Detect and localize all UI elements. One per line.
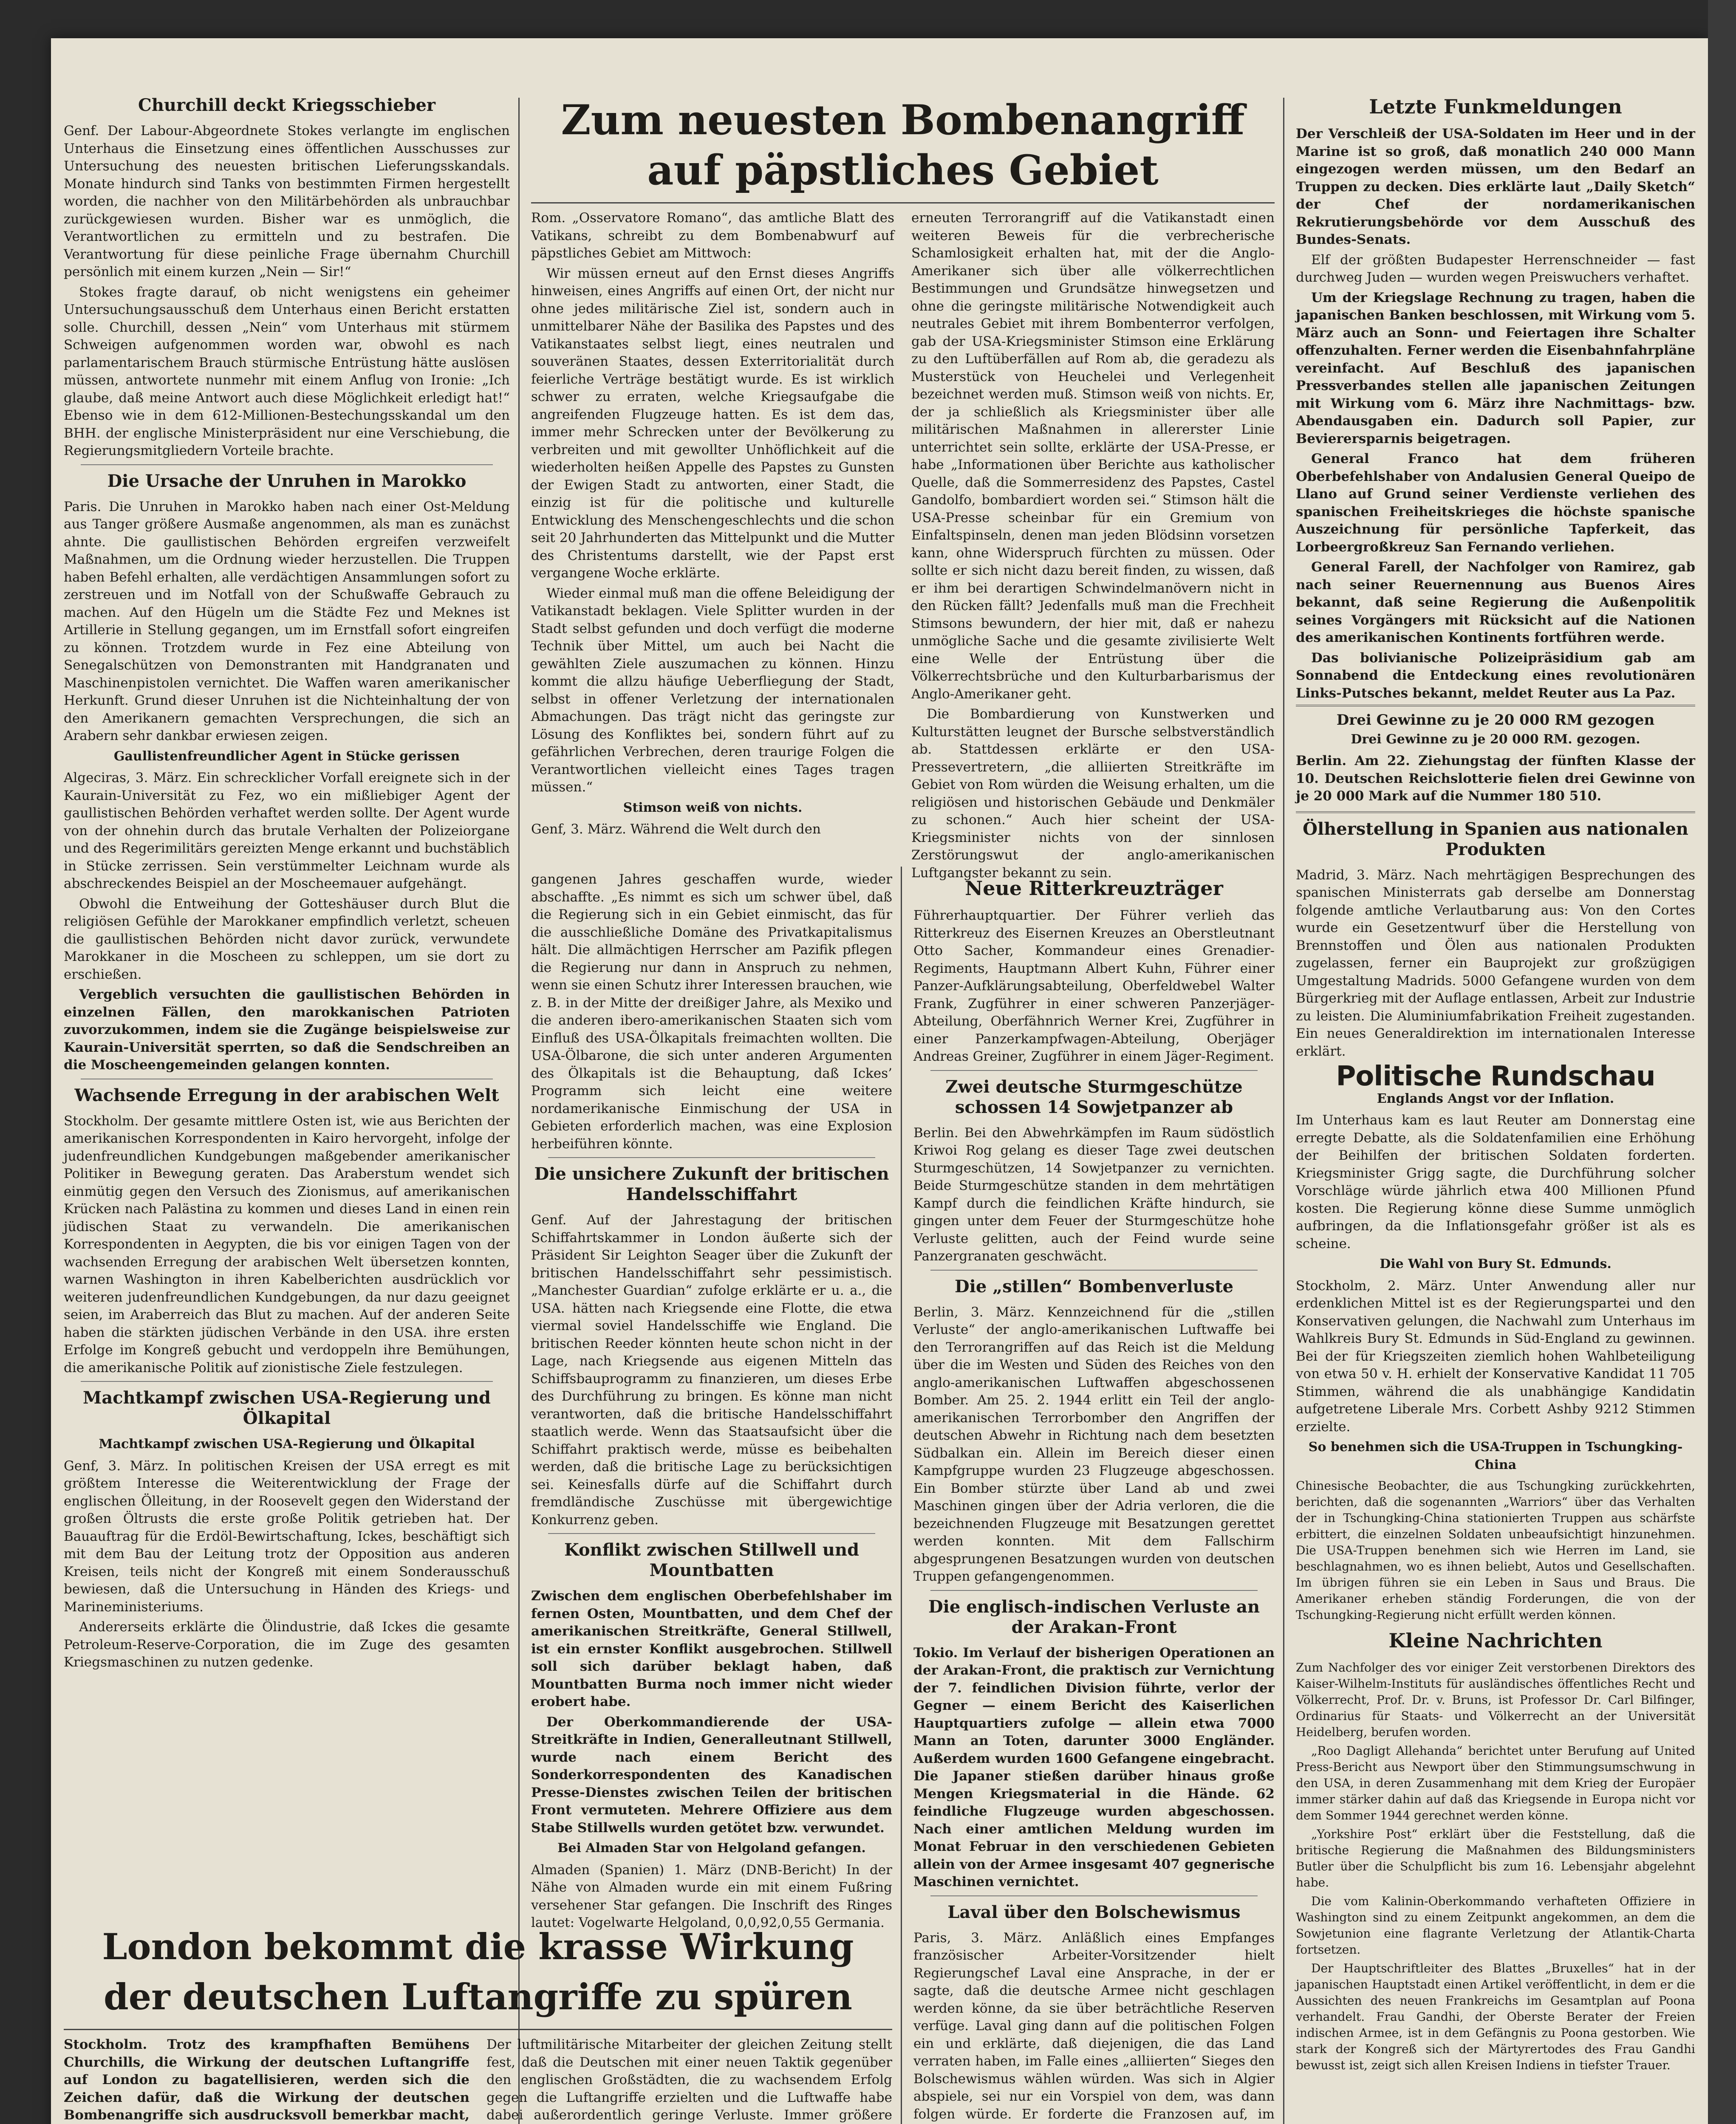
bottom-article-columns (64, 2036, 892, 2124)
article-text: Der Verschleiß der USA-Soldaten im Heer und in der Marine ist so groß, daß monatlich 240 000 Mann eingezogen werden müssen, um den Bedarf an Truppen zu decken. Dies erklärte laut „Daily Sketch“ der Chef der nordamerikanischen Rekrutierungsbehörde vor dem Ausschuß des Bundes-Senats. (1296, 126, 1695, 248)
section-title-politische-rundschau: Politische Rundschau (1336, 1061, 1655, 1093)
article-text: Wir müssen erneut auf den Ernst dieses Angriffs hinweisen, eines Angriffs auf einen Ort, der nicht nur ohne jedes militärische Ziel ist, sondern auch in unmittelbarer Nähe der Basilika des Papstes und des Vatikanstaates selbst liegt, eines neutralen und souveränen Staates, dessen Exterritorialität durch feierliche Verträge bestätigt wurde. Es ist wirklich schwer zu erraten, welche Kriegsaufgabe die angreifenden Flugzeuge hatten. Es ist dem das, immer mehr Schrecken unter der Bevölkerung zu verbreiten und mit gewollter Unhöflichkeit auf die wiederholten heißen Appelle des Papstes zu Gunsten der Ewigen Stadt zu antworten, einer Stadt, die einzig ist für die politische und kulturelle Entwicklung des Menschengeschlechts und die schon seit 20 Jahrhunderten das Mittelpunkt und die Mutter des Christentums darstellt, wie der Papst erst vergangene Woche erklärte. (531, 266, 894, 581)
separator (548, 1157, 875, 1158)
headline-bombenverluste: Die „stillen“ Bombenverluste (954, 1276, 1234, 1296)
headline-kleine-nachrichten: Kleine Nachrichten (1388, 1629, 1603, 1652)
article-text: „Roo Dagligt Allehanda“ berichtet unter Berufung auf United Press-Bericht aus Newport über den Stimmungsumschwung in den USA, in deren Zusammenhang mit dem Krieg der Europäer immer stärker dahin auf daß das Kriegsende in Europa nicht vor dem Sommer 1944 gerechnet werden könne. (1296, 1743, 1695, 1822)
headline-stillwell: Konflikt zwischen Stillwell und Mountbatten (564, 1540, 860, 1580)
article-text: Der Oberkommandierende der USA-Streitkräfte in Indien, Generalleutnant Stillwell, wurde nach einem Bericht des Sonderkorrespondenten des Kanadischen Presse-Dienstes zwischen Teilen der britischen Front vermuteten. Mehrere Offiziere aus dem Stabe Stillwells wurden getötet bzw. verwundet. (531, 1714, 892, 1836)
column-2-lower (531, 871, 892, 1930)
article-right (911, 209, 1275, 884)
article-text: Almaden (Spanien) 1. März (DNB-Bericht) In der Nähe von Almaden wurde ein mit einem Fußring versehener Star gefangen. Die Inschrift des Ringes lautet: Vogelwarte Helgoland, 0,0,92,0,55 Germania. (531, 1862, 892, 1930)
article-text: Das bolivianische Polizeipräsidium gab am Sonnabend die Entdeckung eines revolutionären Links-Putsches bekannt, meldet Reuter aus La Paz. (1296, 650, 1695, 701)
headline-gewinne: Drei Gewinne zu je 20 000 RM gezogen (1336, 712, 1655, 729)
headline-handelsschiffahrt: Die unsichere Zukunft der britischen Handelsschiffahrt (534, 1164, 889, 1204)
subheading: Machtkampf zwischen USA-Regierung und Ölkapital (99, 1437, 475, 1452)
scan-edge (1708, 0, 1736, 2124)
article-text: Berlin. Am 22. Ziehungstag der fünften Klasse der 10. Deutschen Reichslotterie fielen drei Gewinne von je 20 000 Mark auf die Nummer 180 510. (1296, 753, 1695, 804)
article-text: Wieder einmal muß man die offene Beleidigung der Vatikanstadt beklagen. Viele Splitter wurden in der Stadt selbst gefunden und doch verfügt die moderne Technik über Mittel, um auch bei Nacht die gewählten Ziele auszumachen zu können. Hinzu kommt die allzu häufige Ueberfliegung der Stadt, selbst in offener Verletzung der internationalen Abmachungen. Das trägt nicht das geringste zur Lösung des Konfliktes bei, sondern führt auf zu gefährlichen Verbrechen, deren traurige Folgen die Verantwortlichen vielleicht eines Tages tragen müssen.“ (531, 585, 894, 795)
bottom-article-right (486, 2036, 892, 2124)
headline-oelherstellung: Ölherstellung in Spanien aus nationalen Produkten (1303, 819, 1688, 859)
bottom-article-left (64, 2036, 469, 2124)
subheading: Bei Almaden Star von Helgoland gefangen. (557, 1841, 866, 1856)
article-text: Paris, 3. März. Anläßlich eines Empfanges französischer Arbeiter-Vorsitzender hielt Regierungschef Laval eine Ansprache, in der er sagte, daß die deutsche Armee nicht geschlagen werden könne, da sie über beträchtliche Reserven verfüge. Laval ging dann auf die politischen Folgen ein und erklärte, daß diejenigen, die das Land verraten haben, im Falle eines „alliierten“ Sieges den Bolschewismus wählen würden. Was sich in Algier abspiele, sei nur ein Vorspiel von dem, was dann folgen würde. Er forderte die Franzosen auf, im (913, 1930, 1275, 2122)
article-text: Zwischen dem englischen Oberbefehlshaber im fernen Osten, Mountbatten, und dem Chef der amerikanischen Streitkräfte, General Stillwell, ist ein ernster Konflikt ausgebrochen. Stillwell soll sich darüber beklagt haben, daß Mountbatten Burma noch immer nicht wieder erobert habe. (531, 1588, 892, 1709)
newspaper-page (51, 38, 1708, 2124)
headline-arakan: Die englisch-indischen Verluste an der Arakan-Front (928, 1596, 1260, 1637)
article-text: erneuten Terrorangriff auf die Vatikanstadt einen weiteren Beweis für die verbrecherische Schamlosigkeit erhalten hat, mit der die Anglo-Amerikaner sich über alle völkerrechtlichen Bestimmungen und Grundsätze hinwegsetzen und ohne die geringste militärische Notwendigkeit auch neutrales Gebiet mit ihrem Bombenterror verfolgen, gab der USA-Kriegsminister Stimson eine Erklärung zu den Luftüberfällen auf Rom ab, die geradezu als Musterstück von Heuchelei und Verlegenheit bezeichnet werden muß. Stimson weiß von nichts. Er, der ja schließlich als Kriegsminister über alle militärischen Maßnahmen in allererster Linie unterrichtet sein sollte, erklärte der USA-Presse, er habe „Informationen über Berichte aus katholischer Quelle, daß die Sommerresidenz des Papstes, Castel Gandolfo, bombardiert worden sei.“ Stimson hält die USA-Presse scheinbar für ein Gremium von Einfaltspinseln, denen man jeden Blödsinn vorsetzen kann, ohne Widerspruch fürchten zu müssen. Oder sollte er sich nicht dazu bereit finden, zu wissen, daß er ihm bei derartigen Schwindelmanövern nicht in den Rücken fällt? Jedenfalls muß man die Frechheit Stimsons bewundern, der hier mit, daß er nahezu unmögliche Sache und die gesamte zivilisierte Welt eine Welle der Entrüstung über die Völkerrechtsbrüche und den Kulturbarbarismus der Anglo-Amerikaner geht. (911, 210, 1275, 702)
separator (81, 464, 493, 465)
article-text: Die vom Kalinin-Oberkommando verhafteten Offiziere in Washington sind zu einem Zeitpunkt angekommen, an dem die Sowjetunion eine flagrante Verletzung der Atlantik-Charta fortsetzen. (1296, 1894, 1695, 1957)
separator (930, 1270, 1258, 1271)
two-column-article (531, 209, 1275, 884)
article-text: Zum Nachfolger des vor einiger Zeit verstorbenen Direktors des Kaiser-Wilhelm-Instituts für ausländisches öffentliches Recht und Völkerrecht, Prof. Dr. v. Bruns, ist Professor Dr. Carl Bilfinger, Ordinarius für Staats- und Völkerrecht an der Universität Heidelberg, berufen worden. (1296, 1660, 1695, 1739)
headline-arabische-welt: Wachsende Erregung in der arabischen Welt (74, 1085, 499, 1105)
separator (81, 1381, 493, 1382)
column-1 (64, 89, 510, 2124)
article-text: Genf. Auf der Jahrestagung der britischen Schiffahrtskammer in London äußerte sich der Präsident Sir Leighton Seager über die Zukunft der britischen Handelsschiffahrt sehr pessimistisch. „Manchester Guardian“ zufolge erklärte er u. a., die USA. hätten nach Kriegsende eine Flotte, die etwa viermal soviel Handelsschiffe wie England. Die britischen Reeder könnten heute schon nicht in der Lage, nach Kriegsende aus eigenen Mitteln das Schiffsbauprogramm zu finanzieren, um dieses Erbe des Durchführung zu bringen. Es könne man nicht verantworten, daß die britische Handelsschiffahrt staatlich werde. Wenn das Staatsaufsicht über die Schiffahrt praktisch werde, müsse es beibehalten werden, daß die britische Lage zu berücksichtigen sei. Keinesfalls dürfe auf die Schiffahrt durch fremdländische Zuschüsse mit übergewichtige Konkurrenz geben. (531, 1212, 892, 1528)
article-text: Berlin. Bei den Abwehrkämpfen im Raum südöstlich Kriwoi Rog gelang es dieser Tage zwei deutschen Sturmgeschützen, 14 Sowjetpanzer zu vernichten. Beide Sturmgeschütze standen in dem mehrtätigen Kampf durch die feindlichen Kräfte hindurch, sie gingen unter dem Feuer der Sturmgeschütze hohe Verluste gelitten, auch der Feind wurde seine Panzergranaten geschwächt. (913, 1125, 1275, 1264)
article-text: General Franco hat dem früheren Oberbefehlshaber von Andalusien General Queipo de Llano auf Grund seiner Verdienste verliehen des spanischen Freiheitskrieges die höchste spanische Auszeichnung für persönliche Tapferkeit, das Lorbeergroßkreuz San Fernando verliehen. (1296, 451, 1695, 555)
article-text: Obwohl die Entweihung der Gotteshäuser durch Blut die religiösen Gefühle der Marokkaner empfindlich verletzt, scheuen die gaullistischen Behörden nicht davor zurück, verwundete Marokkaner in die Moscheen zu schleppen, um sie dort zu erschießen. (64, 896, 510, 982)
column-2-top (531, 89, 1275, 896)
headline-ritterkreuz: Neue Ritterkreuzträger (965, 877, 1223, 900)
article-text: Madrid, 3. März. Nach mehrtägigen Besprechungen des spanischen Ministerrats gab derselbe am Donnerstag folgende amtliche Verlautbarung aus: Von den Cortes wurde ein Gesetzentwurf über die Herstellung von Brennstoffen und Ölen aus nationalen Produkten zugelassen, ferner ein Bauprojekt zur großzügigen Umgestaltung Madrids. 5000 Gefangene wurden von dem Bürgerkrieg mit der Auflage entlassen, Arbeit zur Industrie zu leisten. Die Aluminiumfabrikation Freiheit zugestanden. Ein neues Generaldirektion im internationalen Interesse erklärt. (1296, 867, 1695, 1059)
article-text: Vergeblich versuchten die gaullistischen Behörden in einzelnen Fällen, den marokkanischen Patrioten zuvorzukommen, indem sie die Zugänge beispielsweise zur Kaurain-Universität sperrten, so daß die Sendschreiben an die Moscheengemeinden gelangen konnten. (64, 987, 510, 1073)
column-3-lower (913, 871, 1275, 2124)
headline-sturmgeschuetze: Zwei deutsche Sturmgeschütze schossen 14 Sowjetpanzer ab (945, 1076, 1243, 1117)
article-text: Elf der größten Budapester Herrenschneider — fast durchweg Juden — wurden wegen Preiswuchers verhaftet. (1296, 252, 1695, 285)
article-text: Führerhauptquartier. Der Führer verlieh das Ritterkreuz des Eisernen Kreuzes an Oberstleutnant Otto Sacher, Kommandeur eines Grenadier-Regiments, Hauptmann Albert Kuhn, Führer einer Panzer-Aufklärungsabteilung, Oberfeldwebel Walter Frank, Zugführer in einer schweren Panzerjäger-Abteilung, Oberfähnrich Werner Krei, Zugführer in einer Panzerkampfwagen-Abteilung, Oberjäger Andreas Greiner, Zugführer in einem Jäger-Regiment. (913, 908, 1275, 1065)
headline-machtkampf: Machtkampf zwischen USA-Regierung und Ölkapital (83, 1388, 491, 1428)
article-text: Chinesische Beobachter, die aus Tschungking zurückkehrten, berichten, daß die sogenannten „Warriors“ über das Verhalten der in Tschungking-China stationierten Truppen aus schärfste erbittert, die einzelnen Soldaten unbeaufsichtigt hinzunehmen. Die USA-Truppen benehmen sich wie Herren im Land, sie beschlagnahmen, wo es ihnen beliebt, Autos und Gesellschaften. Im übrigen führen sie ein Leben in Saus und Braus. Die Amerikaner erheben ständig Forderungen, die von der Tschungking-Regierung nicht erfüllt werden können. (1296, 1479, 1695, 1622)
article-text: Stokes fragte darauf, ob nicht wenigstens ein geheimer Untersuchungsausschuß dem Unterhaus einen Bericht erstatten solle. Churchill, dessen „Nein“ vom Unterhaus mit stürmem Schweigen aufgenommen worden war, obwohl es nach parlamentarischem Brauch stürmische Entrüstung hätte auslösen müssen, antwortete nunmehr mit einem Anflug von Ironie: „Ich glaube, daß meine Antwort auch diese Möglichkeit erledigt hat!“ Ebenso wie in dem 612-Millionen-Bestechungsskandal um den BHH. der englische Ministerpräsident nur eine Verschiebung, die Regierungsmitgliedern Vorteile brachte. (64, 284, 510, 458)
separator (64, 2029, 892, 2030)
bottom-article (64, 1916, 892, 2124)
separator (930, 1895, 1258, 1896)
article-text: „Yorkshire Post“ erklärt über die Feststellung, daß die britische Regierung die Maßnahmen des Bildungsministers Butler über die Schulpflicht bis zum 16. Lebensjahr abgelehnt habe. (1296, 1827, 1695, 1890)
article-left (531, 209, 894, 884)
article-text: General Farell, der Nachfolger von Ramirez, gab nach seiner Reuernennung aus Buenos Aires bekannt, daß seine Regierung die Außenpolitik seines Vorgängers mit Rücksicht auf die Nationen des amerikanischen Kontinents fortführen werde. (1296, 559, 1695, 646)
article-text: Im Unterhaus kam es laut Reuter am Donnerstag eine erregte Debatte, als die Soldatenfamilien eine Erhöhung der Beihilfen der britischen Soldaten forderten. Kriegsminister Grigg sagte, die Durchführung solcher Vorschläge würde jährlich etwa 400 Millionen Pfund kosten. Die Regierung könne diese Summe unmöglich aufbringen, da die Inflationsgefahr größer ist als es scheine. (1296, 1113, 1695, 1251)
article-text: Die Bombardierung von Kunstwerken und Kulturstätten leugnet der Bursche selbstverständlich ab. Stattdessen erklärte er den USA-Pressevertretern, „die alliierten Streitkräfte im Gebiet von Rom würden die Weisung erhalten, um die religiösen und historischen Gebäude und Denkmäler zu schonen.“ Auch hier scheint der USA-Kriegsminister nichts von der sinnlosen Zerstörungswut der anglo-amerikanischen Luftgangster bekannt zu sein. (911, 706, 1275, 881)
column-divider (1283, 98, 1284, 2124)
headline-funkmeldungen: Letzte Funkmeldungen (1369, 95, 1622, 118)
article-text: Stockholm. Trotz des krampfhaften Bemühens Churchills, die Wirkung der deutschen Luftangriffe auf London zu bagatellisieren, werden sich die Zeichen dafür, daß die Wirkung der deutschen Bombenangriffe sich ausdrucksvoll bemerkbar macht, (64, 2037, 469, 2123)
article-text: Der luftmilitärische Mitarbeiter der gleichen Zeitung stellt fest, daß die Deutschen mit einer neuen Taktik gegenüber den englischen Großstädten, die zu wachsendem Erfolg gegen die Luftangriffe erzielten und die Luftwaffe habe dabei außerordentlich geringe Verluste. Immer größere (486, 2037, 892, 2123)
subheading: Englands Angst vor der Inflation. (1377, 1091, 1614, 1106)
headline-laval: Laval über den Bolschewismus (947, 1902, 1241, 1922)
separator (930, 1590, 1258, 1591)
headline-churchill: Churchill deckt Kriegsschieber (138, 95, 435, 115)
article-text: Der Hauptschriftleiter des Blattes „Bruxelles“ hat in der japanischen Hauptstadt einen Artikel veröffentlicht, in dem er die Aussichten des neuen Frankreichs im Gesamtplan auf Poona verhandelt. Frau Gandhi, der Oberste Berater der Freien indischen Armee, ist in dem Gefängnis zu Poona gestorben. Wie stark der Kongreß sich der Märtyrertodes des Frau Gandhi bewusst ist, zeigt sich allen Kreisen Indiens in tiefster Trauer. (1296, 1961, 1695, 2072)
separator (548, 1533, 875, 1534)
article-text: gangenen Jahres geschaffen wurde, wieder abschaffte. „Es nimmt es sich um schwer übel, daß die Regierung sich in ein Gebiet einmischt, das für die ausschließliche Domäne des Privatkapitalismus hält. Die allmächtigen Herrscher am Pazifik pflegen die Regierung nur dann in Anspruch zu nehmen, wenn sie einen Schutz ihrer Interessen brauchen, wie z. B. in der Mitte der dreißiger Jahre, als Mexiko und die anderen ibero-amerikanischen Staaten sich vom Einfluß des USA-Ölkapitals freimachten wollten. Die USA-Ölbarone, die sich unter anderen Argumenten des Ölkapitals ist die Behauptung, daß Ickes’ Programm sich leicht eine weitere nordamerikanische Einmischung der USA in Gebieten erforderlich machen, was eine Explosion herbeiführen könnte. (531, 872, 892, 1152)
main-headline-bombenangriff: Zum neuesten Bombenangriff auf päpstliches Gebiet (561, 96, 1245, 194)
subheading: Drei Gewinne zu je 20 000 RM. gezogen. (1351, 732, 1640, 747)
article-text: Rom. „Osservatore Romano“, das amtliche Blatt des Vatikans, schreibt zu dem Bombenabwurf auf päpstliches Gebiet am Mittwoch: (531, 210, 894, 261)
lottery-box (1296, 705, 1695, 813)
article-text: Andererseits erklärte die Ölindustrie, daß Ickes die gesamte Petroleum-Reserve-Corporation, die im Zuge des gesamten Kriegsmaschinen zu nutzen gedenke. (64, 1619, 510, 1670)
article-text: Tokio. Im Verlauf der bisherigen Operationen an der Arakan-Front, die praktisch zur Vernichtung der 7. feindlichen Division führte, verlor der Gegner — einem Bericht des Kaiserlichen Hauptquartiers zufolge — allein etwa 7000 Mann an Toten, darunter 3000 Engländer. Außerdem wurden 1600 Gefangene eingebracht. Die Japaner stießen darüber hinaus große Mengen Kriegsmaterial in die Hände. 62 feindliche Flugzeuge wurden abgeschossen. Nach einer amtlichen Meldung wurden im Monat Februar in den verschiedenen Gebieten allein von der Armee insgesamt 407 gegnerische Maschinen vernichtet. (913, 1645, 1275, 1890)
subheading: So benehmen sich die USA-Truppen in Tschungking-China (1308, 1440, 1683, 1472)
subheading: Gaullistenfreundlicher Agent in Stücke gerissen (113, 748, 460, 764)
column-divider (518, 98, 520, 2124)
separator (930, 1070, 1258, 1071)
separator (531, 202, 1275, 203)
column-divider (901, 867, 902, 2124)
article-text: Paris. Die Unruhen in Marokko haben nach einer Ost-Meldung aus Tanger größere Ausmaße angenommen, als man es zunächst ahnte. Die gaullistischen Behörden ergreifen verzweifelt Maßnahmen, um die Ordnung wieder herzustellen. Die Truppen haben Befehl erhalten, alle verdächtigen Ansammlungen sofort zu zerstreuen und im Notfall von der Schußwaffe Gebrauch zu machen. Auf den Hügeln um die Städte Fez und Meknes ist Artillerie in Stellung gegangen, um im Ernstfall sofort eingreifen zu können. Trotzdem wurde in Fez eine Abteilung von Senegalschützen von Demonstranten mit Handgranaten und Maschinenpistolen vernichtet. Die Waffen waren amerikanischer Herkunft. Grund dieser Unruhen ist die Nichteinhaltung der von den Amerikanern gemachten Versprechungen, die sich an Arabern sehr dankbar erwiesen zeigen. (64, 499, 510, 743)
subheading: Stimson weiß von nichts. (623, 800, 803, 815)
article-text: Genf, 3. März. In politischen Kreisen der USA erregt es mit größtem Interesse die Weiterentwicklung der Frage der englischen Ölleitung, in der Roosevelt gegen den Widerstand der großen Öltrusts die erste große Politik getrieben hat. Der Bauauftrag für die Erdöl-Bewirtschaftung, Ickes, beschäftigt sich mit dem Bau der Leitung trotz der Opposition aus anderen Kreisen, teils nicht der Kongreß mit einem Sonderausschuß bewiesen, daß die Untersuchung in Händen des Kriegs- und Marineministeriums. (64, 1458, 510, 1615)
article-text: Genf, 3. März. Während die Welt durch den (531, 822, 821, 837)
article-text: Stockholm, 2. März. Unter Anwendung aller nur erdenklichen Mittel ist es der Regierungspartei und den Konservativen gelungen, die Nachwahl zum Unterhaus im Wahlkreis Bury St. Edmunds in Süd-England zu gewinnen. Bei der für Kriegszeiten ziemlich hohen Wahlbeteiligung von etwa 50 v. H. erhielt der Konservative Kandidat 11 705 Stimmen, während die als unabhängige Kandidatin aufgetretene Liberale Mrs. Corbett Ashby 9212 Stimmen erzielte. (1296, 1278, 1695, 1435)
article-text: Um der Kriegslage Rechnung zu tragen, haben die japanischen Banken beschlossen, mit Wirkung vom 5. März auch an Sonn- und Feiertagen ihre Schalter offenzuhalten. Ferner werden die Eisenbahnfahrpläne vereinfacht. Auf Beschluß des japanischen Pressverbandes stellen alle japanischen Zeitungen mit Wirkung vom 6. März ihre Nachmittags- bzw. Abendausgaben ein. Dadurch soll Papier, zur Bevierersparnis beigetragen. (1296, 290, 1695, 446)
article-text: Stockholm. Der gesamte mittlere Osten ist, wie aus Berichten der amerikanischen Korrespondenten in Kairo hervorgeht, infolge der judenfreundlichen Kundgebungen maßgebender amerikanischer Politiker in Bewegung geraten. Das Araberstum wendet sich einmütig gegen den Versuch des Zionismus, auf amerikanischen Krücken nach Palästina zu kommen und dieses Land in einen rein jüdischen Staat zu verwandeln. Die amerikanischen Korrespondenten in Aegypten, die bis vor einigen Tagen von der wachsenden Erregung der arabischen Welt übersetzen konnten, warnen Washington in ihren Kabelberichten ausdrücklich vor weiteren judenfreundlichen Kundgebungen, da nur dazu geeignet seien, im Araberreich das Blut zu machen. Auf der anderen Seite haben die stärkten jüdischen Verbände in den USA. ihre ersten Erfolge im Kongreß gebucht und verdoppeln ihre Bemühungen, die amerikanische Politik auf zionistische Ziele festzulegen. (64, 1113, 510, 1376)
article-text: Genf. Der Labour-Abgeordnete Stokes verlangte im englischen Unterhaus die Einsetzung eines öffentlichen Ausschusses zur Untersuchung des neuesten britischen Lieferungsskandals. Monate hindurch sind Tanks von bestimmten Firmen hergestellt worden, die nachher von den Militärbehörden als unbrauchbar zurückgewiesen wurden. Bisher war es unmöglich, die Verantwortlichen zu ermitteln und zu bestrafen. Die Verantwortung für diese peinliche Frage übernahm Churchill persönlich mit einem kurzen „Nein — Sir!“ (64, 123, 510, 280)
column-4 (1296, 89, 1695, 2124)
headline-london: London bekommt die krasse Wirkung der deutschen Luftangriffe zu spüren (102, 1926, 854, 2018)
subheading: Die Wahl von Bury St. Edmunds. (1380, 1257, 1612, 1272)
article-text: Berlin, 3. März. Kennzeichnend für die „stillen Verluste“ der anglo-amerikanischen Luftwaffe bei den Terrorangriffen auf das Reich ist die Meldung über die im Westen und Süden des Reiches von den anglo-amerikanischen Luftwaffen abgeschossenen Bomber. Am 25. 2. 1944 erlitt ein Teil der anglo-amerikanischen Terrorbomber den Angriffen der deutschen Abwehr in Richtung nach dem besetzten Südbalkan ein. Allein im Bereich dieser einen Kampfgruppe wurden 23 Flugzeuge abgeschossen. Ein Bomber stürzte über Land ab und zwei Maschinen gingen über der Adria verloren, die die bezeichnenden Flugzeuge mit Besatzungen gerettet werden konnten. Mit dem Fallschirm abgesprungenen Besatzungen wurden von deutschen Truppen gefangengenommen. (913, 1304, 1275, 1585)
article-text: Algeciras, 3. März. Ein schrecklicher Vorfall ereignete sich in der Kaurain-Universität zu Fez, wo ein mißliebiger Agent der gaullistischen Behörden verhaftet werden sollte. Der Agent wurde von der ohnehin durch das brutale Verhalten der Polizeiorgane und des Regerimilitärs gereizten Menge erkannt und buchstäblich in Stücke zerrissen. Sein verstümmelter Leichnam wurde als abschreckendes Beispiel an der Moscheemauer aufgehängt. (64, 770, 510, 891)
headline-marokko: Die Ursache der Unruhen in Marokko (107, 471, 467, 491)
